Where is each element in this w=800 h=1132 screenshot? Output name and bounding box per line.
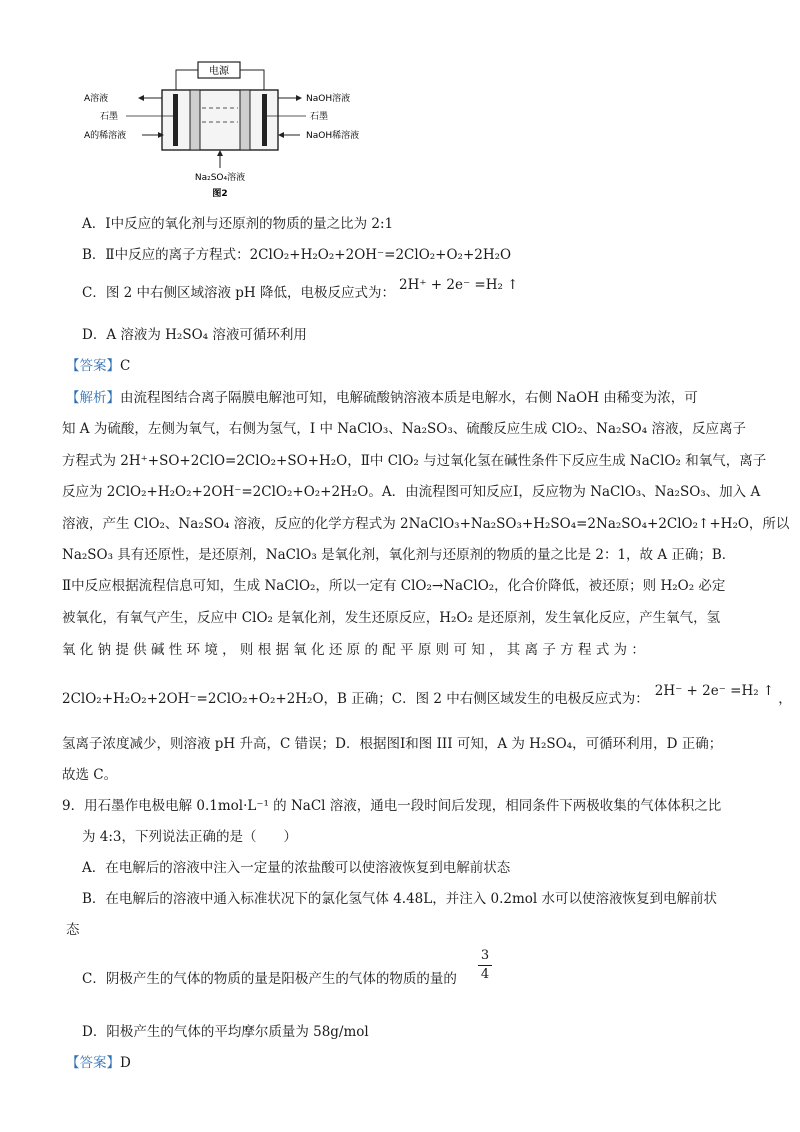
electrolysis-figure — [80, 56, 380, 204]
q9-option-c-fraction — [478, 948, 492, 983]
right-out-arrowhead — [296, 95, 302, 101]
q8-answer — [66, 356, 726, 376]
power-label: 电源 — [209, 66, 229, 77]
fraction-bar — [478, 965, 492, 966]
q9-answer — [66, 1053, 726, 1073]
analysis-text: 由流程图结合离子隔膜电解池可知，电解硫酸钠溶液本质是电解水，右侧 NaOH 由稀变为浓，可 — [120, 390, 698, 406]
left-out-label: A溶液 — [84, 94, 109, 104]
analysis-tag: 【解析】 — [66, 390, 120, 406]
q9-option-a: A．在电解后的溶液中注入一定量的浓盐酸可以使溶液恢复到电解前状态 — [82, 860, 511, 876]
right-wire — [240, 70, 264, 90]
left-in-label: A的稀溶液 — [84, 131, 127, 141]
left-membrane — [190, 90, 200, 150]
left-out-arrowhead — [138, 95, 144, 101]
q9-stem-line-1: 9．用石墨作电极电解 0.1mol·L⁻¹ 的 NaCl 溶液，通电一段时间后发现，相同条件下两极收集的气体体积之比 — [62, 798, 722, 814]
right-electrode — [262, 94, 267, 146]
analysis-formula: 2H⁻ + 2e⁻ =H₂ ↑ — [654, 683, 775, 699]
q8-analysis-line-9: 氧 化 钠 提 供 碱 性 环 境 ， 则 根 据 氧 化 还 原 的 配 平 原 则 可 知 ， 其 离 子 方 程 式 为 ： — [62, 642, 645, 658]
analysis-formula-tail: ， — [778, 691, 792, 707]
fraction-numerator: 3 — [480, 948, 490, 963]
q8-analysis-line-11: 氢离子浓度减少，则溶液 pH 升高，C 错误；D．根据图Ⅰ和图 III 可知，A 为 H₂SO₄，可循环利用，D 正确； — [62, 736, 723, 752]
left-electrode — [173, 94, 178, 146]
q8-analysis-line-1 — [66, 388, 726, 408]
bottom-label: Na₂SO₄溶液 — [194, 173, 246, 183]
answer-value: C — [120, 358, 131, 374]
q8-analysis-line-8: 被氧化，有氧气产生，反应中 ClO₂ 是氧化剂，发生还原反应，H₂O₂ 是还原剂，发生氧化反应，产生氧气，氢 — [62, 610, 721, 626]
q8-analysis-line-6: Na₂SO₃ 具有还原性，是还原剂，NaClO₃ 是氧化剂，氧化剂与还原剂的物质的量之比是 2：1，故 A 正确；B． — [62, 547, 736, 563]
answer-tag: 【答案】 — [66, 1055, 120, 1071]
q8-option-c — [82, 277, 742, 303]
q8-option-a: A．Ⅰ中反应的氧化剂与还原剂的物质的量之比为 2:1 — [82, 216, 394, 232]
bottom-arrowhead — [217, 150, 223, 156]
right-in-arrowhead — [278, 132, 284, 138]
right-in-label: NaOH稀溶液 — [306, 131, 360, 141]
q9-option-c: C．阴极产生的气体的物质的量是阳极产生的气体的物质的量的 — [82, 971, 457, 987]
q8-option-b: B．Ⅱ中反应的离子方程式：2ClO₂+H₂O₂+2OH⁻=2ClO₂+O₂+2H₂O — [82, 247, 512, 263]
q8-analysis-line-10 — [62, 683, 792, 709]
answer-value: D — [120, 1055, 131, 1071]
q8-analysis-line-2: 知 A 为硫酸，左侧为氧气，右侧为氢气，I 中 NaClO₃、Na₂SO₃、硫酸反应生成 ClO₂、Na₂SO₄ 溶液，反应离子 — [62, 421, 746, 437]
electrolysis-diagram — [80, 56, 380, 204]
q9-option-b-line-2: 态 — [66, 922, 80, 938]
right-out-label: NaOH溶液 — [306, 94, 351, 104]
analysis-line-10-text: 2ClO₂+H₂O₂+2OH⁻=2ClO₂+O₂+2H₂O，B 正确；C．图 2 中右侧区域发生的电极反应式为： — [62, 691, 649, 707]
figure-caption: 图2 — [212, 189, 228, 199]
q8-option-d: D．A 溶液为 H₂SO₄ 溶液可循环利用 — [82, 327, 307, 343]
q8-option-c-text: C．图 2 中右侧区域溶液 pH 降低，电极反应式为： — [82, 285, 395, 301]
q9-option-b-line-1: B．在电解后的溶液中通入标准状况下的氯化氢气体 4.48L，并注入 0.2mol 水可以使溶液恢复到电解前状 — [82, 891, 718, 907]
q8-analysis-line-4: 反应为 2ClO₂+H₂O₂+2OH⁻=2ClO₂+O₂+2H₂O。A．由流程图可知反应Ⅰ，反应物为 NaClO₃、Na₂SO₃、加入 A — [62, 484, 761, 500]
q8-analysis-line-12: 故选 C。 — [62, 767, 118, 783]
answer-tag: 【答案】 — [66, 358, 120, 374]
q8-analysis-line-7: Ⅱ中反应根据流程信息可知，生成 NaClO₂，所以一定有 ClO₂→NaClO₂，化合价降低，被还原；则 H₂O₂ 必定 — [62, 578, 726, 594]
left-mid-label: 石墨 — [100, 112, 119, 122]
q8-option-c-formula: 2H⁺ + 2e⁻ =H₂ ↑ — [399, 277, 519, 293]
q8-analysis-line-5: 溶液，产生 ClO₂、Na₂SO₄ 溶液，反应的化学方程式为 2NaClO₃+Na₂SO₃+H₂SO₄=2Na₂SO₄+2ClO₂↑+H₂O，所以 — [62, 516, 790, 532]
q8-analysis-line-3: 方程式为 2H⁺+SO+2ClO=2ClO₂+SO+H₂O，Ⅱ中 ClO₂ 与过氧化氢在碱性条件下反应生成 NaClO₂ 和氧气，离子 — [62, 453, 767, 469]
left-wire — [176, 70, 198, 90]
right-membrane — [240, 90, 250, 150]
q9-stem-line-2: 为 4:3，下列说法正确的是（ ） — [82, 829, 298, 845]
cell-body — [162, 90, 278, 150]
fraction-denominator: 4 — [480, 967, 490, 982]
right-mid-label: 石墨 — [310, 112, 329, 122]
q9-option-d: D．阳极产生的气体的平均摩尔质量为 58g/mol — [82, 1024, 369, 1040]
